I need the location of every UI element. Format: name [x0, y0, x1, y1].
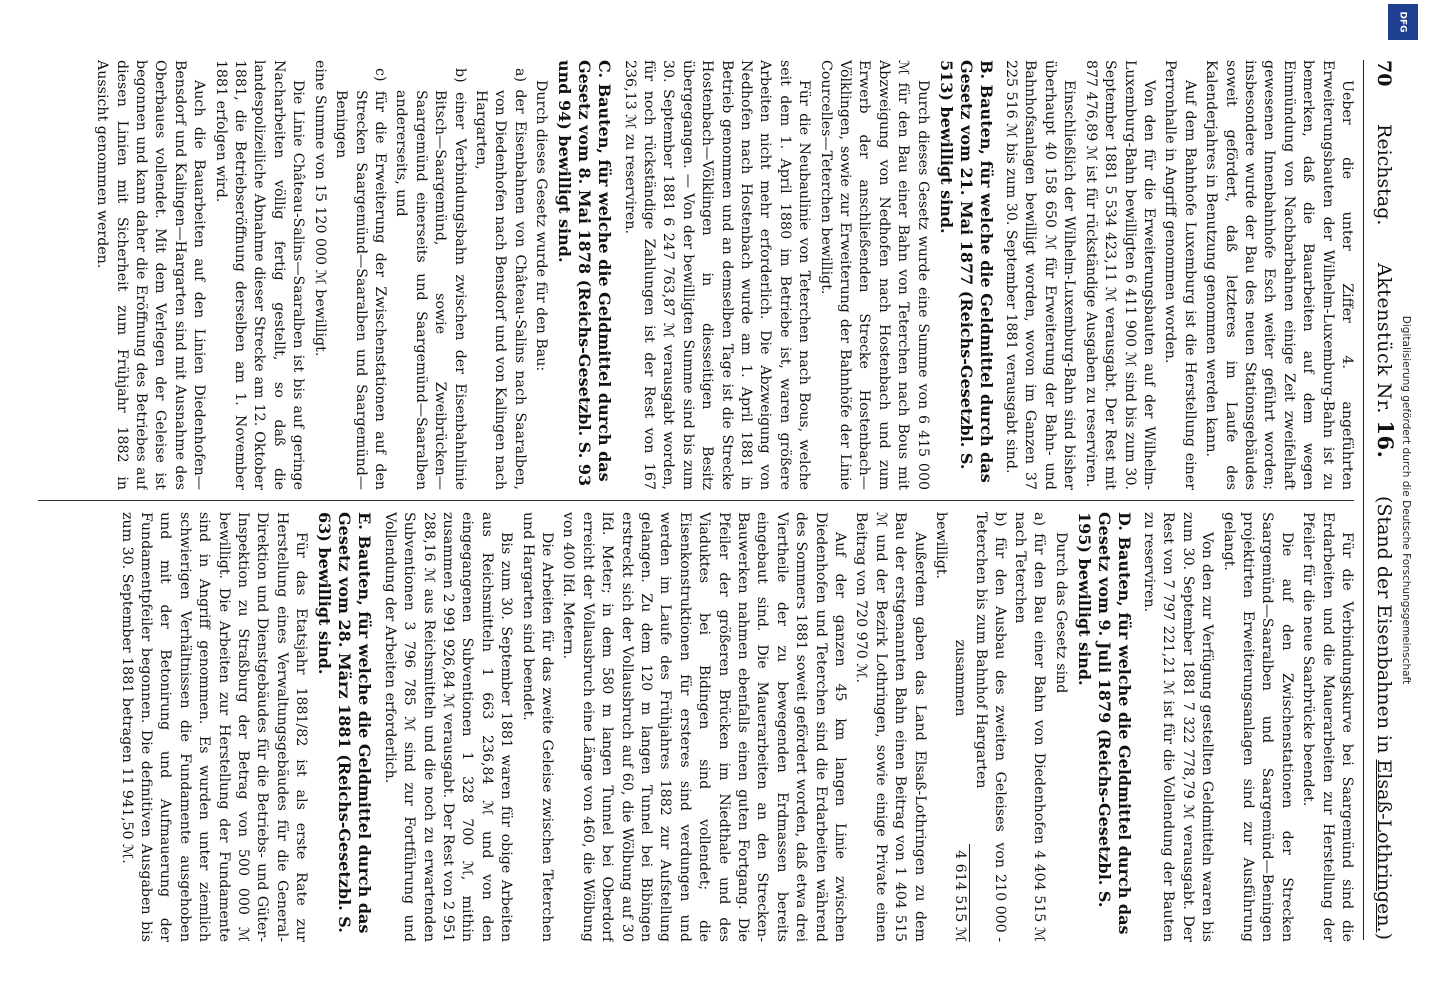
- title-region: Elsaß-Lothringen.: [1373, 759, 1395, 933]
- list-item: a) der Eisenbahnen von Château-Salins nach Saaralben, von Diedenhofen nach Bensdorf und von Kalingen nach Hargarten,: [472, 68, 528, 490]
- paragraph: Für die Neubaulinie von Teterchen nach Bous, welche seit dem 1. April 1880 im Betriebe ist, waren größere Arbeiten nicht mehr erforderlich. Die Abzweigung von Nedhofen nach Hostenbach wurde am 1. April 1881 in Betrieb genommen und an demselben Tage ist die Strecke Hostenbach—Völklingen in diesseitigen Besitz übergegangen. — Von der bewilligten Summe sind bis zum 30. September 1881 6 247 763,87 ℳ verausgabt worden, für noch rückständige Zahlungen ist der Rest von 167 236,13 ℳ zu reserviren.: [621, 60, 813, 490]
- paragraph: Bis zum 30. September 1881 waren für obige Arbeiten aus Reichsmitteln 1 663 236,84 ℳ und von den eingegangenen Subventionen 1 328 700 ℳ, mithin zusammen 2 991 926,84 ℳ verausgabt. Der Rest von 2 951 288,16 ℳ aus Reichsmitteln und die noch zu erwartenden Subventionen 3 796 785 ℳ sind zur Fortführung und Vollendung der Arbeiten erforderlich.: [381, 512, 515, 942]
- amount-label: a) für den Bau einer Bahn von Diedenhofen nach Teterchen: [1011, 512, 1048, 845]
- paragraph: Ueber die unter Ziffer 4. angeführten Erweiterungsbauten der Wilhelm-Luxemburg-Bahn ist zu bemerken, daß die Bauarbeiten auf dem wegen Einmündung von Nachbarbahnen einige Zeit zweifelhaft gewesenen Innenbahnhofe Esch weiter geführt worden; insbesondere wurde der Bau des neuen Stationsgebäudes soweit gefördert, daß letzteres im Laufe des Kalenderjahres in Benutzung genommen werden kann.: [1203, 60, 1355, 490]
- amount-value: 4 404 515 ℳ: [1031, 850, 1048, 942]
- amount-row: [1009, 512, 1048, 942]
- section-heading-b: B. Bauten, für welche die Geldmittel durch das Gesetz vom 21. Mai 1877 (Reichs-Gesetzbl. S. 513) bewilligt sind.: [936, 60, 996, 483]
- paragraph: Durch dieses Gesetz wurde für den Bau:: [533, 80, 550, 372]
- amount-label: b) für den Ausbau des zweiten Geleises von Teterchen bis zum Bahnhof Hargarten: [972, 512, 1009, 869]
- paragraph: Die Linie Château-Salins—Saaralben ist bis auf geringe Nacharbeiten völlig fertig gestellt, so daß die landespolizeiliche Abnahme dieser Strecke am 12. Oktober 1881, die Betriebseröffnung derselben am 1. November 1881 erfolgen wird.: [212, 60, 307, 490]
- paragraph: eine Summe von 15 120 000 ℳ bewilligt.: [311, 60, 328, 357]
- title-close: ): [1373, 932, 1395, 940]
- paragraph: bewilligt.: [933, 512, 950, 580]
- title-open: (Stand der Eisenbahnen in: [1373, 496, 1395, 754]
- publisher: Reichstag.: [1373, 124, 1395, 226]
- amount-value: 210 000 -: [992, 874, 1009, 942]
- paragraph: Einschließlich der Wilhelm-Luxemburg-Bahn sind bisher überhaupt 40 158 650 ℳ für Erweiterung der Bahn- und Bahnhofsanlagen bewilligt worden, wovon im Ganzen 37 225 516 ℳ bis zum 30. September 1881 verausgabt sind.: [1003, 60, 1078, 490]
- dfg-logo-text: DFG: [1397, 11, 1408, 33]
- page-number: 70: [1373, 60, 1395, 87]
- paragraph: Die auf den Zwischenstationen der Strecken Saargemünd—Saaralben und Saargemünd—Beningen projektirten Erweiterungsanlagen sind zur Ausführung gelangt.: [1220, 512, 1295, 942]
- list-item: c) für die Erweiterung der Zwischenstationen auf den Strecken Saargemünd—Saaralben und Saargemünd—Beningen: [333, 68, 388, 490]
- paragraph: Auch die Bauarbeiten auf den Linien Diedenhofen—Bensdorf und Kalingen—Hargarten sind mit Ausnahme des Oberbaues vollendet. Mit dem Verlegen der Geleise ist begonnen und kann daher die Eröffnung des Betriebes auf diesen Linien mit Sicherheit zum Frühjahr 1882 in Aussicht genommen werden.: [94, 60, 208, 490]
- digitization-stamp: [1380, 0, 1432, 1000]
- paragraph: Auf der ganzen 45 km langen Linie zwischen Diedenhofen und Teterchen sind die Erdarbeiten während des Sommers 1881 soweit gefördert worden, daß etwa drei Viertheile der zu bewegenden Erdmassen bereits eingebaut sind. Die Mauerarbeiten an den Strecken-Bauwerken nahmen ebenfalls einen guten Fortgang. Die Pfeiler der größeren Brücken im Niedthale und des Viaduktes bei Bidingen sind vollendet; die Eisenkonstruktionen für ersteres sind verdungen und werden im Laufe des Frühjahres 1882 zur Aufstellung gelangen. Zu dem 120 m langen Tunnel bei Bibingen erstreckt sich der Vollausbruch auf 60, die Wölbung auf 30 lfd. Meter; in dem 580 m langen Tunnel bei Oberdorf erreicht der Vollausbruch eine Länge von 460, die Wölbung von 400 lfd. Metern.: [560, 512, 849, 942]
- paragraph: Von den für die Erweiterungsbauten auf der Wilhelm-Luxemburg-Bahn bewilligten 6 411 900 ℳ sind bis zum 30. September 1881 5 534 423,11 ℳ verausgabt. Der Rest mit 877 476,89 ℳ ist für rückständige Ausgaben zu reserviren.: [1082, 60, 1157, 490]
- rotated-page: [26, 20, 1406, 980]
- paragraph: Auf dem Bahnhofe Luxemburg ist die Herstellung einer Perronhalle in Angriff genommen worden.: [1162, 60, 1198, 490]
- column-divider: [38, 500, 1354, 501]
- paragraph: Für die Verbindungskurve bei Saargemünd sind die Erdarbeiten und die Mauerarbeiten zur Herstellung der Pfeiler für die neue Saarbrücke beendet.: [1300, 512, 1355, 942]
- total-label: zusammen: [952, 639, 969, 717]
- paragraph: Von den zur Verfügung gestellten Geldmitteln waren bis zum 30. September 1881 7 322 778,79 ℳ verausgabt. Der Rest von 7 797 221,21 ℳ ist für die Vollendung der Bauten zu reserviren.: [1140, 512, 1216, 942]
- paragraph: Durch das Gesetz sind: [1052, 532, 1069, 694]
- amount-row: [971, 512, 1010, 942]
- document-number-value: 16.: [1373, 420, 1398, 459]
- stamp-text: Digitalisierung gefördert durch die Deutsche Forschungsgemeinschaft: [1400, 315, 1412, 685]
- paragraph: Durch dieses Gesetz wurde eine Summe von 6 415 000 ℳ für den Bau einer Bahn von Teterchen nach Bous mit Abzweigung von Nedhofen nach Hostenbach und zum Erwerb der anschließenden Strecke Hostenbach—Völklingen, sowie zur Erweiterung der Bahnhöfe der Linie Courcelles—Teterchen bewilligt.: [817, 60, 931, 490]
- section-heading-e: E. Bauten, für welche die Geldmittel durch das Gesetz vom 28. März 1881 (Reichs-Gesetzbl. S. 63) bewilligt sind.: [315, 512, 375, 934]
- paragraph: Außerdem gaben das Land Elsaß-Lothringen zu dem Bau der erstgenannten Bahn einen Beitrag von 1 404 515 ℳ und der Bezirk Lothringen, sowie einige Private einen Beitrag von 720 970 ℳ.: [853, 512, 928, 942]
- dfg-logo: [1388, 4, 1418, 40]
- section-heading-d: D. Bauten, für welche die Geldmittel durch das Gesetz vom 9. Juli 1879 (Reichs-Gesetzbl. S. 195) bewilligt sind.: [1074, 512, 1134, 935]
- section-heading-c: C. Bauten, für welche die Geldmittel durch das Gesetz vom 8. Mai 1878 (Reichs-Gesetzbl. S. 93 und 94) bewilligt sind.: [555, 60, 615, 487]
- paragraph: Für das Etatsjahr 1881/82 ist als erste Rate zur Herstellung eines Verwaltungsgebäudes für die General-Direktion und Dienstgebäudes für die Betriebs- und Güter-Inspektion zu Straßburg der Betrag von 500 000 ℳ bewilligt. Die Arbeiten zur Herstellung der Fundamente sind in Angriff genommen. Es wurden unter ziemlich schwierigen Verhältnissen die Fundamente ausgehoben und mit der Betonirung und Aufmauerung der Fundamentpfeiler begonnen. Die definitiven Ausgaben bis zum 30. September 1881 betragen 11 941,50 ℳ.: [118, 512, 310, 942]
- left-column: [36, 60, 1356, 490]
- document-label: Aktenstück Nr.: [1373, 263, 1395, 414]
- right-column: [36, 512, 1356, 942]
- list-item: b) einer Verbindungsbahn zwischen der Eisenbahnlinie Bitsch—Saargemünd, sowie Zweibrücken—Saargemünd einerseits und Saargemünd—Saaralben andererseits, und: [393, 68, 468, 490]
- paragraph: Die Arbeiten für das zweite Geleise zwischen Teterchen und Hargarten sind beendet.: [519, 512, 555, 942]
- total-value: 4 614 515 ℳ: [950, 844, 970, 942]
- total-row: [950, 512, 970, 942]
